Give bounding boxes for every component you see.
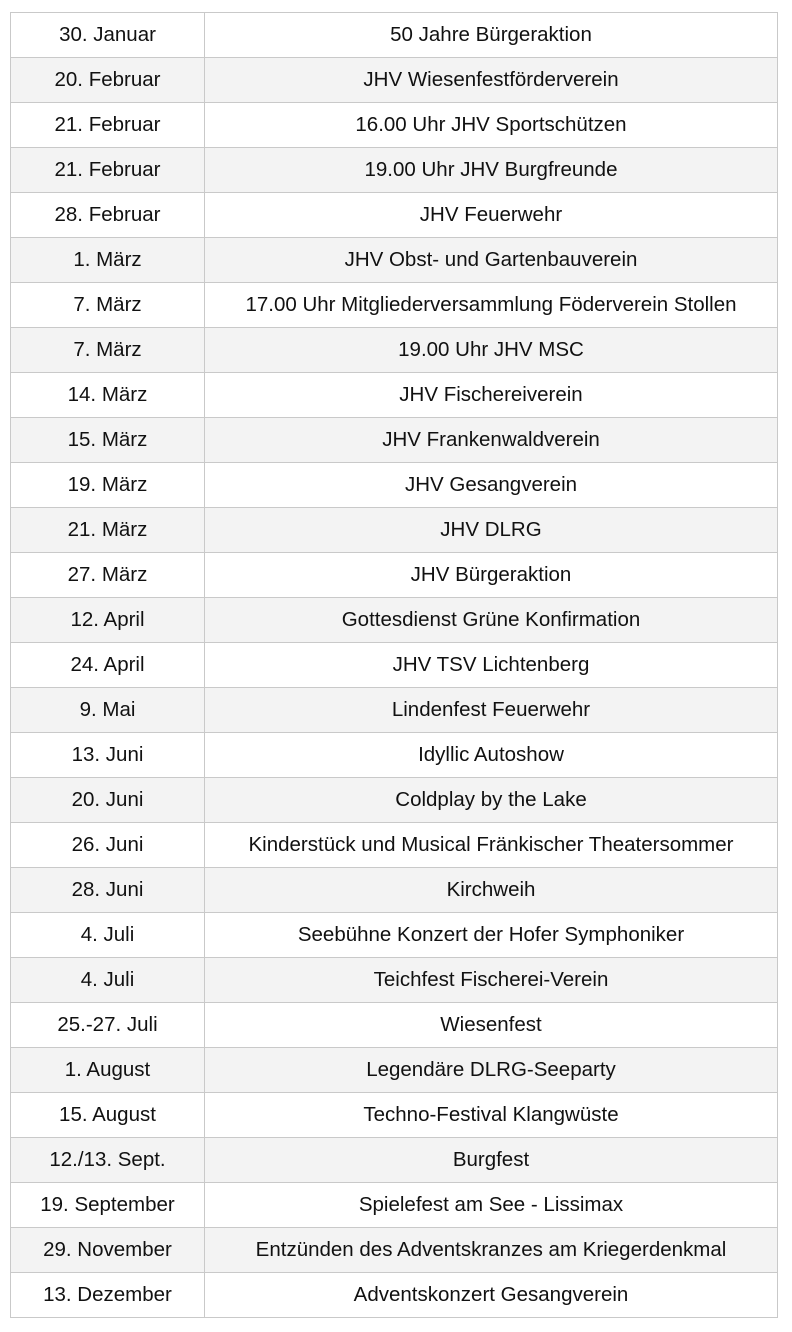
event-title: 50 Jahre Bürgeraktion	[205, 13, 778, 58]
table-row	[11, 643, 778, 688]
event-date: 4. Juli	[11, 958, 205, 1003]
event-title: Kirchweih	[205, 868, 778, 913]
event-title: Coldplay by the Lake	[205, 778, 778, 823]
table-row	[11, 1183, 778, 1228]
event-title: JHV Frankenwaldverein	[205, 418, 778, 463]
event-date: 21. März	[11, 508, 205, 553]
event-title: JHV DLRG	[205, 508, 778, 553]
event-title: Spielefest am See - Lissimax	[205, 1183, 778, 1228]
event-date: 30. Januar	[11, 13, 205, 58]
event-date: 24. April	[11, 643, 205, 688]
table-row	[11, 823, 778, 868]
event-title: Wiesenfest	[205, 1003, 778, 1048]
event-title: JHV Bürgeraktion	[205, 553, 778, 598]
table-row	[11, 13, 778, 58]
table-row	[11, 868, 778, 913]
event-title: 16.00 Uhr JHV Sportschützen	[205, 103, 778, 148]
event-title: JHV Fischereiverein	[205, 373, 778, 418]
table-row	[11, 958, 778, 1003]
table-row	[11, 238, 778, 283]
table-row	[11, 103, 778, 148]
table-row	[11, 373, 778, 418]
event-title: JHV Obst- und Gartenbauverein	[205, 238, 778, 283]
event-table	[10, 12, 778, 1318]
event-date: 1. August	[11, 1048, 205, 1093]
event-date: 20. Februar	[11, 58, 205, 103]
event-title: Burgfest	[205, 1138, 778, 1183]
event-title: 19.00 Uhr JHV Burgfreunde	[205, 148, 778, 193]
table-row	[11, 1273, 778, 1318]
table-row	[11, 733, 778, 778]
event-title: Techno-Festival Klangwüste	[205, 1093, 778, 1138]
event-date: 13. Dezember	[11, 1273, 205, 1318]
table-row	[11, 58, 778, 103]
event-title: Teichfest Fischerei-Verein	[205, 958, 778, 1003]
event-date: 21. Februar	[11, 103, 205, 148]
event-title: 17.00 Uhr Mitgliederversammlung Föderverein Stollen	[205, 283, 778, 328]
event-date: 12. April	[11, 598, 205, 643]
event-date: 15. August	[11, 1093, 205, 1138]
event-date: 4. Juli	[11, 913, 205, 958]
table-row	[11, 778, 778, 823]
event-date: 1. März	[11, 238, 205, 283]
event-date: 28. Februar	[11, 193, 205, 238]
table-row	[11, 283, 778, 328]
table-row	[11, 913, 778, 958]
event-title: Seebühne Konzert der Hofer Symphoniker	[205, 913, 778, 958]
table-row	[11, 193, 778, 238]
event-date: 13. Juni	[11, 733, 205, 778]
event-date: 28. Juni	[11, 868, 205, 913]
event-calendar	[10, 12, 777, 1318]
event-title: Lindenfest Feuerwehr	[205, 688, 778, 733]
event-date: 20. Juni	[11, 778, 205, 823]
event-date: 7. März	[11, 328, 205, 373]
event-title: JHV Feuerwehr	[205, 193, 778, 238]
table-row	[11, 688, 778, 733]
event-title: JHV Wiesenfestförderverein	[205, 58, 778, 103]
event-date: 14. März	[11, 373, 205, 418]
table-row	[11, 418, 778, 463]
event-date: 15. März	[11, 418, 205, 463]
table-row	[11, 463, 778, 508]
event-date: 19. März	[11, 463, 205, 508]
table-row	[11, 1048, 778, 1093]
table-row	[11, 328, 778, 373]
table-row	[11, 553, 778, 598]
event-title: Adventskonzert Gesangverein	[205, 1273, 778, 1318]
table-row	[11, 598, 778, 643]
event-date: 7. März	[11, 283, 205, 328]
event-title: Legendäre DLRG-Seeparty	[205, 1048, 778, 1093]
table-row	[11, 508, 778, 553]
table-row	[11, 1138, 778, 1183]
event-date: 21. Februar	[11, 148, 205, 193]
event-title: Gottesdienst Grüne Konfirmation	[205, 598, 778, 643]
event-title: Kinderstück und Musical Fränkischer Theatersommer	[205, 823, 778, 868]
event-date: 25.-27. Juli	[11, 1003, 205, 1048]
event-date: 29. November	[11, 1228, 205, 1273]
event-title: Idyllic Autoshow	[205, 733, 778, 778]
table-row	[11, 1228, 778, 1273]
event-date: 27. März	[11, 553, 205, 598]
event-title: JHV Gesangverein	[205, 463, 778, 508]
event-title: JHV TSV Lichtenberg	[205, 643, 778, 688]
event-date: 26. Juni	[11, 823, 205, 868]
event-title: 19.00 Uhr JHV MSC	[205, 328, 778, 373]
table-row	[11, 1093, 778, 1138]
event-title: Entzünden des Adventskranzes am Kriegerdenkmal	[205, 1228, 778, 1273]
event-date: 19. September	[11, 1183, 205, 1228]
event-date: 12./13. Sept.	[11, 1138, 205, 1183]
table-row	[11, 148, 778, 193]
event-date: 9. Mai	[11, 688, 205, 733]
table-row	[11, 1003, 778, 1048]
event-table-body	[11, 13, 778, 1318]
